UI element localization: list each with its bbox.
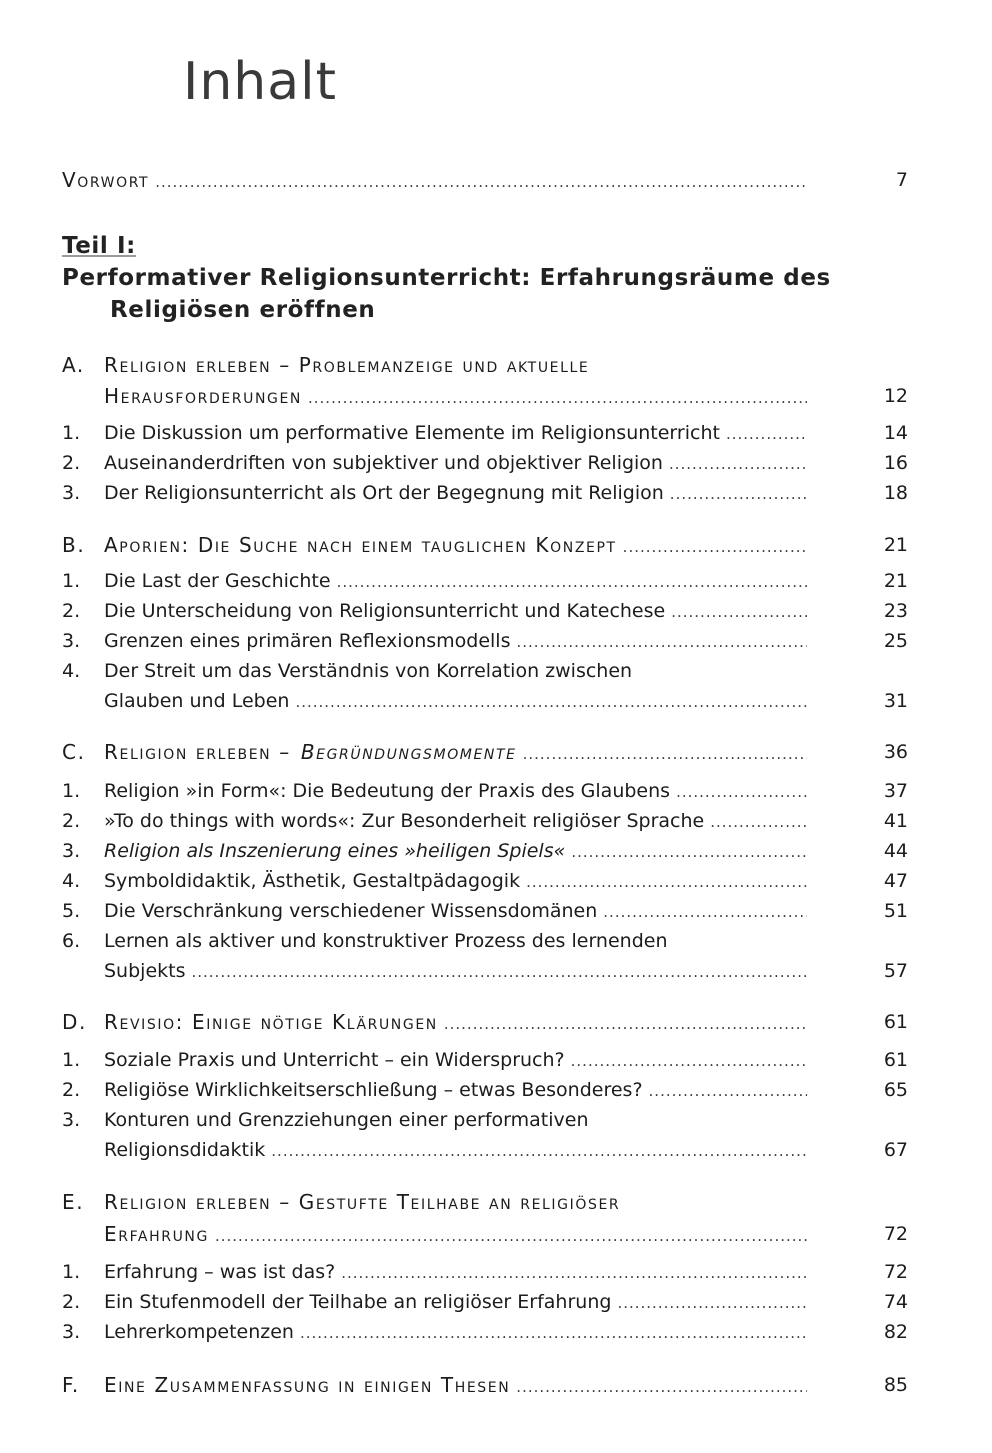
leader-dots — [444, 1009, 807, 1039]
entry-text: Die Verschränkung verschiedener Wissensdomänen — [104, 900, 598, 922]
toc-entry[interactable]: 3. Religion als Inszenierung eines »heiligen Spiels« ..... — [62, 836, 807, 866]
toc-entry[interactable]: 1. Religion »in Form«: Die Bedeutung der Praxis des Glaubens ..... — [62, 776, 807, 806]
page-number: 67 — [883, 1139, 908, 1161]
entry-text: Religion erleben – — [104, 740, 291, 764]
toc-entry[interactable]: 1. Soziale Praxis und Unterricht – ein Widerspruch? ..... — [62, 1045, 807, 1075]
entry-text: Grenzen eines primären Reflexionsmodells — [104, 630, 511, 652]
leader-dots — [603, 897, 807, 927]
toc-entry[interactable] — [104, 686, 807, 716]
toc-entry[interactable]: 2. Ein Stufenmodell der Teilhabe an religiöser Erfahrung ..... — [62, 1287, 807, 1317]
page-number: 65 — [883, 1079, 908, 1101]
toc-entry[interactable]: 3. Der Religionsunterricht als Ort der Begegnung mit Religion ..... — [62, 478, 807, 508]
entry-text: Symboldidaktik, Ästhetik, Gestaltpädagogik — [104, 870, 521, 892]
toc-entry[interactable]: 2. Auseinanderdriften von subjektiver und objektiver Religion ..... — [62, 448, 807, 478]
section-letter: C. — [62, 740, 86, 764]
section-a-title-line1: Religion erleben – Problemanzeige und aktuelle — [104, 353, 590, 377]
page-number: 25 — [883, 630, 908, 652]
page-number: 41 — [883, 810, 908, 832]
page-number: 61 — [883, 1011, 908, 1033]
entry-text: Der Religionsunterricht als Ort der Begegnung mit Religion — [104, 482, 664, 504]
entry-text: Auseinanderdriften von subjektiver und objektiver Religion — [104, 452, 663, 474]
entry-text: Eine Zusammenfassung in einigen Thesen — [104, 1373, 511, 1397]
page-number: 44 — [883, 840, 908, 862]
entry-text-line1: Lernen als aktiver und konstruktiver Prozess des lernenden — [104, 930, 668, 952]
page-number: 31 — [883, 690, 908, 712]
leader-dots — [215, 1221, 807, 1251]
toc-entry-section-f[interactable] — [104, 1370, 807, 1400]
entry-number: 4. — [62, 660, 81, 682]
entry-text: Die Diskussion um performative Elemente im Religionsunterricht — [104, 422, 720, 444]
page-number: 18 — [883, 482, 908, 504]
page-title: Inhalt — [183, 52, 337, 112]
entry-text-line1: Konturen und Grenzziehungen einer performativen — [104, 1109, 589, 1131]
toc-entry-vorwort[interactable] — [62, 165, 807, 195]
section-e-title-line1: Religion erleben – Gestufte Teilhabe an religiöser — [104, 1190, 621, 1214]
entry-text: Religion »in Form«: Die Bedeutung der Praxis des Glaubens — [104, 780, 671, 802]
part-label: Teil I: — [62, 233, 136, 259]
toc-entry[interactable]: 3. Grenzen eines primären Reflexionsmodells ..... — [62, 626, 807, 656]
leader-dots — [341, 1258, 807, 1288]
leader-dots — [623, 532, 807, 562]
page-number: 47 — [883, 870, 908, 892]
leader-dots — [671, 597, 807, 627]
page-number: 16 — [883, 452, 908, 474]
leader-dots — [676, 777, 807, 807]
leader-dots — [670, 479, 807, 509]
page-number: 36 — [883, 741, 908, 763]
page-number: 82 — [883, 1321, 908, 1343]
leader-dots — [710, 807, 807, 837]
entry-number: 6. — [62, 930, 81, 952]
entry-text: »To do things with words«: Zur Besonderheit religiöser Sprache — [104, 810, 705, 832]
leader-dots — [571, 837, 807, 867]
toc-entry[interactable]: 1. Erfahrung – was ist das? ..... — [62, 1257, 807, 1287]
page-number: 72 — [883, 1261, 908, 1283]
page-number: 85 — [883, 1374, 908, 1396]
leader-dots — [523, 739, 807, 769]
toc-entry[interactable]: 2. »To do things with words«: Zur Besonderheit religiöser Sprache ..... — [62, 806, 807, 836]
toc-entry[interactable] — [104, 1135, 807, 1165]
entry-text: Lehrerkompetenzen — [104, 1321, 294, 1343]
toc-entry-section-b[interactable] — [104, 530, 807, 560]
leader-dots — [191, 957, 807, 987]
section-letter: D. — [62, 1010, 87, 1034]
leader-dots — [617, 1288, 807, 1318]
page-number: 72 — [883, 1223, 908, 1245]
toc-entry[interactable]: 1. Die Diskussion um performative Elemente im Religionsunterricht ..... — [62, 418, 807, 448]
entry-text: Religionsdidaktik — [104, 1139, 266, 1161]
entry-text: Religion als Inszenierung eines »heiligen Spiels« — [104, 840, 566, 862]
page-number: 7 — [895, 169, 908, 191]
entry-text-line1: Der Streit um das Verständnis von Korrelation zwischen — [104, 660, 633, 682]
toc-entry[interactable]: 5. Die Verschränkung verschiedener Wissensdomänen ..... — [62, 896, 807, 926]
toc-entry-section-c[interactable] — [104, 737, 807, 767]
entry-text: Aporien: Die Suche nach einem tauglichen Konzept — [104, 533, 617, 557]
entry-number: 3. — [62, 1109, 81, 1131]
toc-entry[interactable]: 2. Religiöse Wirklichkeitserschließung – etwas Besonderes? ..... — [62, 1075, 807, 1105]
page-number: 51 — [883, 900, 908, 922]
entry-text: Herausforderungen — [104, 384, 302, 408]
toc-entry-section-d[interactable] — [104, 1007, 807, 1037]
page-number: 14 — [883, 422, 908, 444]
leader-dots — [649, 1076, 807, 1106]
page-number: 61 — [883, 1049, 908, 1071]
entry-text: Erfahrung – was ist das? — [104, 1261, 336, 1283]
leader-dots — [726, 419, 807, 449]
entry-text: Revisio: Einige nötige Klärungen — [104, 1010, 438, 1034]
toc-entry[interactable]: 2. Die Unterscheidung von Religionsunterricht und Katechese ..... — [62, 596, 807, 626]
toc-entry[interactable]: 1. Die Last der Geschichte ..... — [62, 566, 807, 596]
leader-dots — [308, 383, 807, 413]
toc-entry-section-e[interactable] — [104, 1219, 807, 1249]
leader-dots — [517, 627, 808, 657]
part-title-line2: Religiösen eröffnen — [110, 297, 376, 323]
page-number: 12 — [883, 385, 908, 407]
leader-dots — [300, 1318, 807, 1348]
entry-text-italic: Begründungsmomente — [300, 740, 517, 764]
entry-text: Subjekts — [104, 960, 186, 982]
entry-text: Vorwort — [62, 168, 150, 192]
entry-text: Die Unterscheidung von Religionsunterricht und Katechese — [104, 600, 666, 622]
section-letter: F. — [62, 1373, 80, 1397]
toc-entry[interactable] — [104, 956, 807, 986]
leader-dots — [516, 1372, 807, 1402]
toc-entry[interactable]: 3. Lehrerkompetenzen ..... — [62, 1317, 807, 1347]
leader-dots — [271, 1136, 807, 1166]
entry-text: Glauben und Leben — [104, 690, 290, 712]
page-number: 21 — [883, 570, 908, 592]
page-number: 23 — [883, 600, 908, 622]
entry-text: Erfahrung — [104, 1222, 209, 1246]
leader-dots — [295, 687, 807, 717]
leader-dots — [337, 567, 807, 597]
section-letter: E. — [62, 1190, 85, 1214]
section-letter: A. — [62, 353, 85, 377]
page-number: 21 — [883, 534, 908, 556]
section-letter: B. — [62, 533, 86, 557]
toc-entry-section-a[interactable] — [104, 381, 807, 411]
leader-dots — [669, 449, 807, 479]
toc-entry[interactable]: 4. Symboldidaktik, Ästhetik, Gestaltpädagogik ..... — [62, 866, 807, 896]
entry-text: Ein Stufenmodell der Teilhabe an religiöser Erfahrung — [104, 1291, 612, 1313]
entry-text: Soziale Praxis und Unterricht – ein Widerspruch? — [104, 1049, 565, 1071]
entry-text: Religiöse Wirklichkeitserschließung – etwas Besonderes? — [104, 1079, 643, 1101]
page-number: 57 — [883, 960, 908, 982]
page-number: 37 — [883, 780, 908, 802]
part-title-line1: Performativer Religionsunterricht: Erfahrungsräume des — [62, 265, 831, 291]
leader-dots — [571, 1046, 807, 1076]
leader-dots — [155, 167, 807, 197]
leader-dots — [526, 867, 807, 897]
entry-text: Die Last der Geschichte — [104, 570, 331, 592]
page-number: 74 — [883, 1291, 908, 1313]
